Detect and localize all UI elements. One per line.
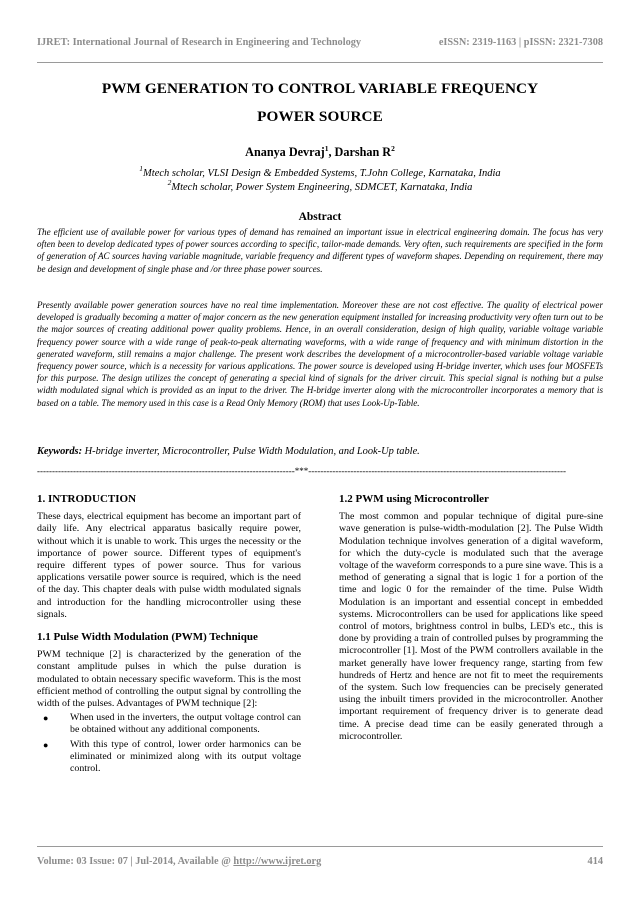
list-item — [37, 739, 301, 776]
journal-link[interactable]: http://www.ijret.org — [233, 856, 322, 867]
bullet-icon: ● — [43, 739, 49, 750]
journal-header: IJRET: International Journal of Research in Engineering and Technology — [37, 37, 362, 48]
list-item — [37, 712, 301, 736]
right-column — [339, 493, 603, 743]
keywords-label: Keywords: — [37, 446, 83, 457]
affiliation-1 — [37, 164, 603, 179]
section-separator — [37, 466, 603, 476]
author-separator: , — [328, 145, 335, 159]
issn-header: eISSN: 2319-1163 | pISSN: 2321-7308 — [438, 37, 603, 48]
list-item-text: With this type of control, lower order harmonics can be eliminated or minimized along with its output voltage control. — [70, 738, 301, 775]
author-2-sup: 2 — [391, 144, 395, 153]
abstract-paragraph-2: Presently available power generation sources have no real time implementation. Moreover these are not cost effective. The quality of electrical power developed is gradually becoming a matter of major concern as the new generation equipment installed for increasing productivity very often turn out to be the major sources of creating additional power quality problems. Hence, in an overall consideration, design of high quality, variable voltage variable frequency power source with a wide range of peak-to-peak alternating waveforms, with a wide range of frequency and with minimum distortion in the generated waveform, still remains a major challenge. The present work describes the development of a microcontroller-based variable voltage variable frequency power source, which is a necessity for various applications. The power source is developed using H-bridge inverter, which uses four MOSFETs for this purpose. The design utilizes the concept of generating a special kind of signals for the driver circuit. This special signal is nothing but a pulse width modulated signal which is provided as an input to the driver. The H-bridge inverter along with the microcontroller incorporates a memory that is based on a table. The memory used in this case is a Read Only Memory (ROM) that uses Look-Up-Table. — [37, 300, 603, 408]
affiliation-2-sup: 2 — [167, 178, 172, 187]
separator-dashes-left: -------------------------------------------------------------------------------------- — [37, 466, 295, 476]
footer-rule — [37, 846, 603, 847]
pwm-microcontroller-heading: 1.2 PWM using Microcontroller — [339, 493, 489, 505]
affiliation-2-text: Mtech scholar, Power System Engineering, SDMCET, Karnataka, India — [171, 182, 473, 193]
introduction-heading: 1. INTRODUCTION — [37, 493, 137, 505]
separator-dashes-right: -------------------------------------------------------------------------------------- — [308, 466, 566, 476]
keywords-text: H-bridge inverter, Microcontroller, Pulse Width Modulation, and Look-Up table. — [82, 446, 420, 457]
pwm-technique-heading: 1.1 Pulse Width Modulation (PWM) Technique — [37, 631, 258, 644]
footer-volume — [37, 856, 321, 867]
abstract-paragraph-1: The efficient use of available power for various types of demand has remained an important issue in electrical engineering domain. The focus has very often been to develop dedicated types of power sources according to specific, tailor-made demands. Very often, such requirements are specified in the form of generation of AC sources having variable magnitude, variable frequency and different types of waveform shapes. Depending on requirement, there may be design and development of single phase and /or three phase power sources. — [37, 227, 603, 274]
separator-stars: *** — [294, 466, 309, 476]
page-number: 414 — [587, 856, 603, 867]
paper-title-line1: PWM GENERATION TO CONTROL VARIABLE FREQUENCY — [101, 80, 539, 97]
affiliation-1-text: Mtech scholar, VLSI Design & Embedded Systems, T.John College, Karnataka, India — [143, 168, 501, 179]
author-1-sup: 1 — [324, 144, 329, 153]
author-1: Ananya Devraj — [245, 145, 325, 159]
pwm-technique-paragraph: PWM technique [2] is characterized by the generation of the constant amplitude pulses in which the pulse duration is modulated to obtain necessary specific waveform. This is the most efficient method of controlling the output signal by controlling the width of the pulses. Advantages of PWM technique [2]: — [37, 649, 301, 710]
paper-title-line2: POWER SOURCE — [257, 108, 383, 125]
affiliation-1-sup: 1 — [139, 164, 144, 173]
pwm-microcontroller-paragraph: The most common and popular technique of digital pure-sine wave generation is pulse-width-modulation [2]. The Pulse Width Modulation technique involves generation of a digital waveform, for which the duty-cycle is modulated such that the average voltage of the waveform corresponds to a pure sine wave. This is a method of generating a signal that is logic 1 for a portion of the time and logic 0 for the remainder of the time. Pulse Width Modulation is an important and essential concept in embedded systems. Microcontrollers can be used for applications like speed control of motors, brightness control in bulbs, LED's etc., this is done by providing a train of controlled pulses by programming the microcontroller [1]. Most of the PWM controllers available in the market generally have lower frequency range, starting from few hundreds of Hertz and hence are not fit to meet the requirements of the system. Such low frequencies can be precisely generated using the inbuilt timers provided in the microcontroller. Another important requirement of frequency driver is to generate dead time. A precise dead time can be easily generated through a microcontroller. — [339, 511, 603, 742]
list-item-text: When used in the inverters, the output voltage control can be obtained without any additional components. — [70, 712, 301, 736]
author-line — [37, 145, 603, 160]
introduction-paragraph: These days, electrical equipment has become an important part of daily life. Any electrical apparatus basically require power, without which it is unable to work. This urges the necessity or the importance of power source. Different types of equipment's require different types of power source. Thus for various applications versatile power source is required, which is the need of the day. This chapter deals with pulse width modulated signals and introduction for the handling microcontroller using these signals. — [37, 511, 301, 620]
author-2: Darshan R — [334, 145, 392, 159]
pwm-advantages-list — [37, 712, 301, 775]
left-column — [37, 493, 301, 775]
header-rule — [37, 62, 603, 63]
affiliation-2 — [37, 178, 603, 193]
bullet-icon: ● — [43, 713, 49, 724]
footer-volume-text: Volume: 03 Issue: 07 | Jul-2014, Available @ — [37, 856, 234, 867]
abstract-heading: Abstract — [298, 211, 342, 223]
keywords-line — [37, 446, 420, 457]
